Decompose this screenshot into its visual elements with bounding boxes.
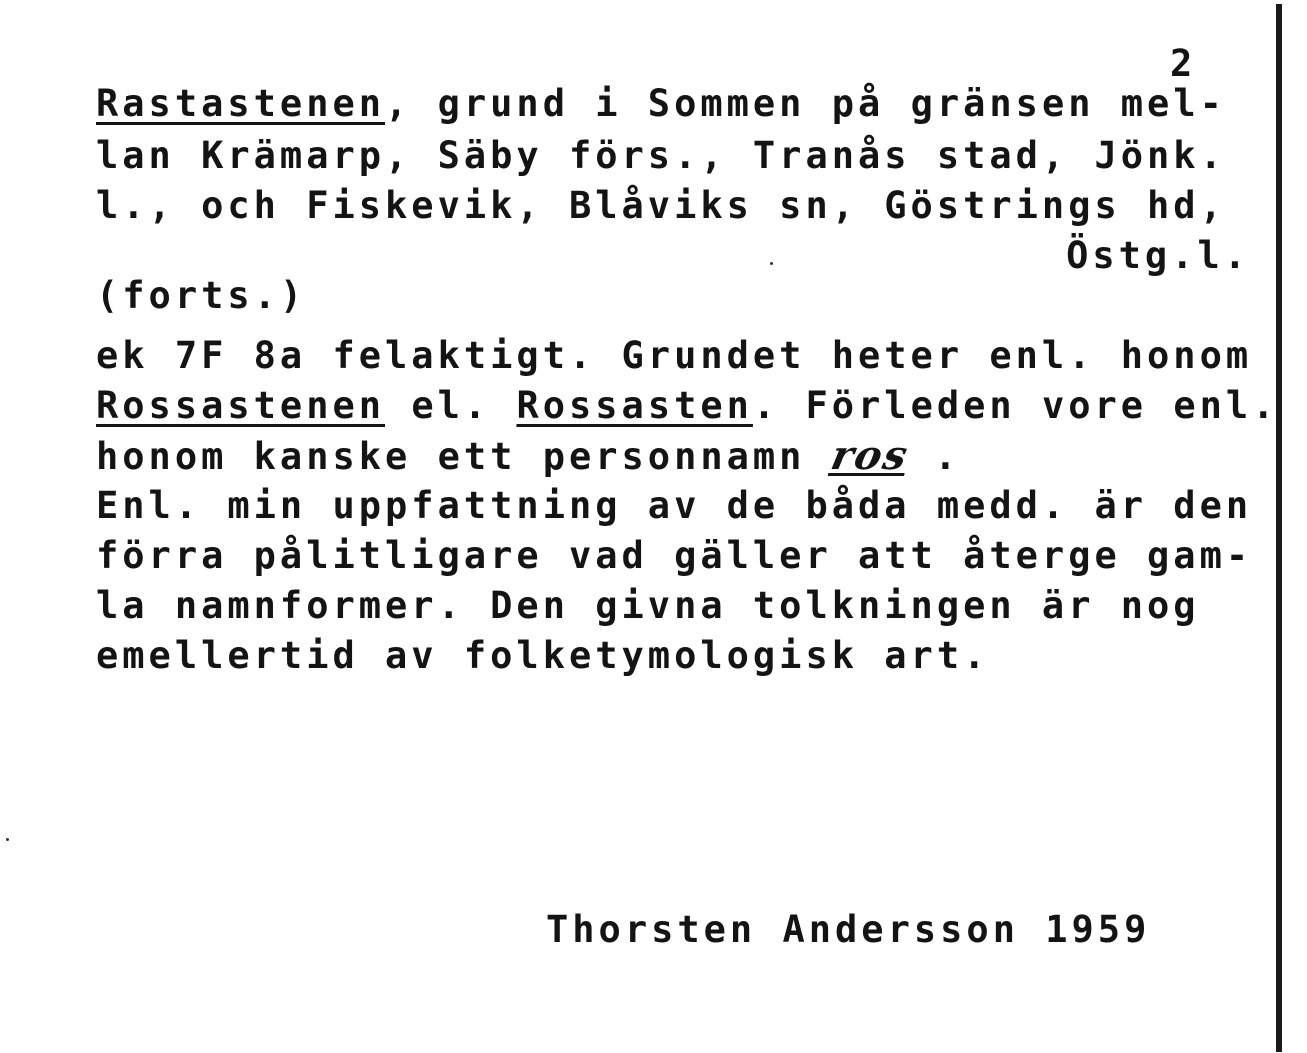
headword: Rastastenen	[96, 82, 386, 125]
name-rossasten: Rossasten	[516, 384, 753, 427]
signature: Thorsten Andersson 1959	[546, 908, 1151, 951]
name-rossastenen: Rossastenen	[96, 384, 386, 427]
body-line-2: Rossastenen el. Rossasten. Förleden vore enl.	[96, 384, 1279, 427]
body-line-1: ek 7F 8a felaktigt. Grundet heter enl. honom	[96, 334, 1253, 377]
body-line-4: Enl. min uppfattning av de båda medd. är den	[96, 484, 1253, 527]
entry-line-1: Rastastenen, grund i Sommen på gränsen mel-	[96, 82, 1226, 125]
body-line-7: emellertid av folketymologisk art.	[96, 634, 990, 677]
body-line-5: förra pålitligare vad gäller att återge gam-	[96, 534, 1253, 577]
entry-line-3: l., och Fiskevik, Blåviks sn, Göstrings hd,	[96, 184, 1226, 227]
page-number: 2	[1170, 42, 1197, 85]
body-line-6: la namnformer. Den givna tolkningen är nog	[96, 584, 1200, 627]
entry-line-4: Östg.l.	[1066, 234, 1250, 277]
continued-label: (forts.)	[96, 274, 307, 317]
ink-speck	[6, 838, 9, 841]
handwritten-personal-name: ros	[826, 432, 914, 479]
body-line-3: honom kanske ett personnamn ros .	[96, 432, 961, 479]
card-edge-line	[1276, 4, 1282, 1052]
ink-speck	[770, 262, 773, 265]
entry-line-2: lan Krämarp, Säby förs., Tranås stad, Jönk.	[96, 134, 1226, 177]
